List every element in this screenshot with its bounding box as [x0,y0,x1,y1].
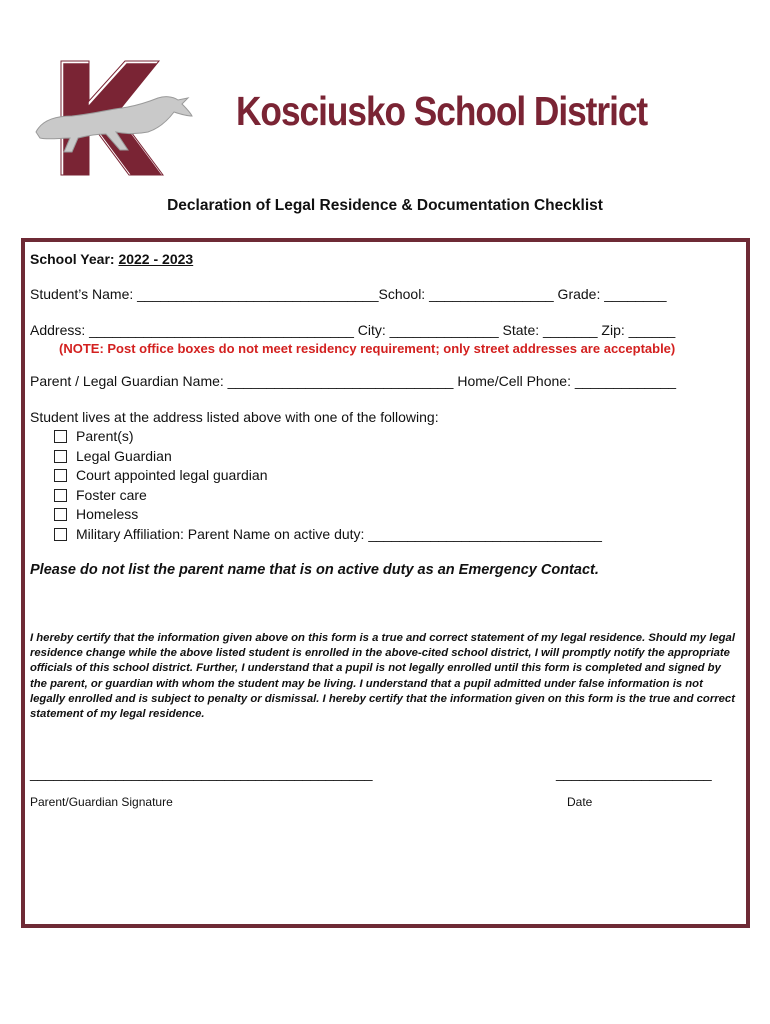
option-homeless[interactable] [54,506,138,522]
school-year [30,251,193,267]
option-label: Foster care [76,487,147,503]
option-label: Parent(s) [76,428,134,444]
signature-label: Parent/Guardian Signature [30,795,173,809]
school-year-label: School Year: [30,251,115,267]
option-label: Legal Guardian [76,448,172,464]
school-year-value: 2022 - 2023 [118,251,194,267]
option-military[interactable] [54,526,602,542]
option-parents[interactable] [54,428,134,444]
option-label: Military Affiliation: Parent Name on active duty: ______________________________ [76,526,602,542]
lives-with-label: Student lives at the address listed above with one of the following: [30,409,439,425]
checkbox[interactable] [54,469,67,482]
option-legal-guardian[interactable] [54,448,172,464]
checkbox[interactable] [54,528,67,541]
certification-statement: I hereby certify that the information given above on this form is a true and correct statement of my legal residence. Should my legal residence change while the above listed student is enrolled in the above-cited school district, I will promptly notify the appropriate officials of this school district. Further, I understand that a pupil is not legally enrolled until this form is completed and signed by the parent, or guardian with whom the student may be living. I understand that a pupil admitted under false information is not legally enrolled and is subject to penalty or dismissal. I hereby certify that the information given on this form is the true and correct statement of my legal residence. [30,632,735,721]
page-title: Declaration of Legal Residence & Documentation Checklist [167,197,603,214]
district-name: Kosciusko School District [236,88,648,134]
option-court-guardian[interactable] [54,467,267,483]
signature-line[interactable]: ____________________________________________ [30,765,373,781]
option-foster-care[interactable] [54,487,147,503]
date-line[interactable]: ____________________ [556,765,712,781]
emergency-contact-note: Please do not list the parent name that is on active duty as an Emergency Contact. [30,562,599,578]
po-box-note: (NOTE: Post office boxes do not meet residency requirement; only street addresses are acceptable) [59,341,676,356]
option-label: Homeless [76,506,139,522]
address-field[interactable]: Address: __________________________________ City: ______________ State: _______ Zip: ______ [30,322,676,338]
checkbox[interactable] [54,489,67,502]
checkbox[interactable] [54,450,67,463]
guardian-name-field[interactable]: Parent / Legal Guardian Name: _____________________________ Home/Cell Phone: _____________ [30,373,677,389]
checkbox[interactable] [54,508,67,521]
student-name-field[interactable]: Student’s Name: _______________________________School: ________________ Grade: ________ [30,286,667,302]
date-label: Date [567,795,593,809]
checkbox[interactable] [54,430,67,443]
district-logo [32,58,202,180]
option-label: Court appointed legal guardian [76,467,268,483]
